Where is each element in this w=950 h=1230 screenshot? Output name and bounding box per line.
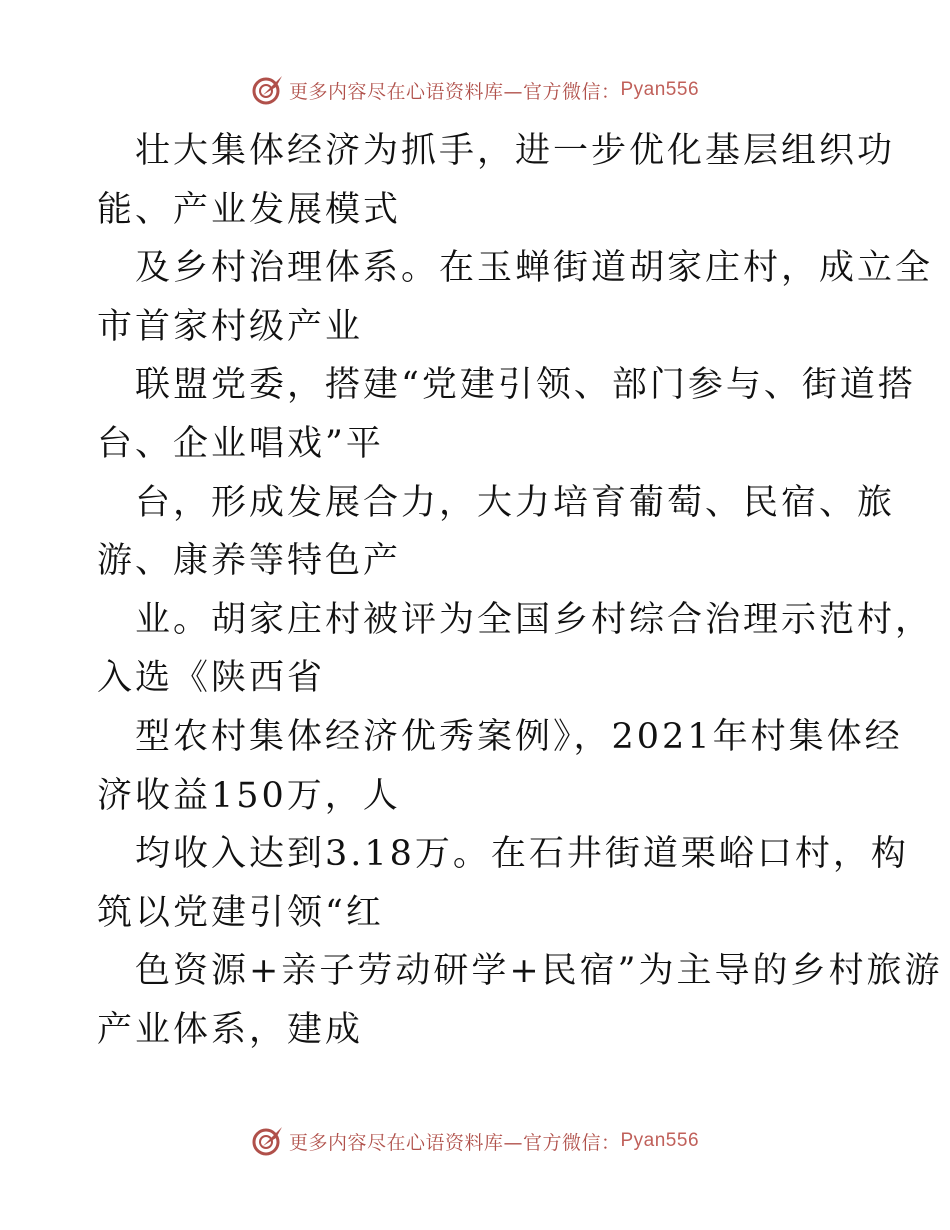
text-line: 入选《陕西省	[97, 658, 326, 699]
watermark-text: 更多内容尽在心语资料库—官方微信：	[288, 80, 621, 103]
text-line: 能、产业发展模式	[97, 189, 402, 230]
text-line: 济收益150万，人	[97, 775, 401, 816]
text-line: 色资源+亲子劳动研学+民宿”为主导的乡村旅游	[135, 951, 943, 992]
text-line: 型农村集体经济优秀案例》，2021年村集体经	[135, 716, 903, 757]
text-line: 均收入达到3.18万。在石井街道栗峪口村，构	[135, 834, 909, 875]
text-line: 筑以党建引领“红	[97, 892, 384, 933]
footer-watermark	[0, 1121, 950, 1161]
text-line: 联盟党委，搭建“党建引领、部门参与、街道搭	[135, 365, 916, 406]
text-line: 壮大集体经济为抓手，进一步优化基层组织功	[135, 131, 896, 171]
document-body	[97, 122, 943, 1060]
feather-seal-icon	[251, 73, 285, 107]
text-line: 市首家村级产业	[97, 306, 364, 347]
text-line: 及乡村治理体系。在玉蝉街道胡家庄村，成立全	[135, 248, 934, 289]
text-line: 业。胡家庄村被评为全国乡村综合治理示范村，	[135, 599, 934, 640]
watermark-wechat-id: Pyan556	[620, 79, 700, 100]
watermark-wechat-id: Pyan556	[620, 1130, 700, 1151]
feather-seal-icon	[251, 1124, 285, 1158]
header-watermark	[0, 70, 950, 110]
text-line: 台、企业唱戏”平	[97, 423, 384, 464]
watermark-text: 更多内容尽在心语资料库—官方微信：	[288, 1131, 621, 1154]
text-line: 游、康养等特色产	[97, 541, 402, 582]
text-line: 台，形成发展合力，大力培育葡萄、民宿、旅	[135, 482, 896, 523]
text-line: 产业体系，建成	[97, 1009, 364, 1050]
